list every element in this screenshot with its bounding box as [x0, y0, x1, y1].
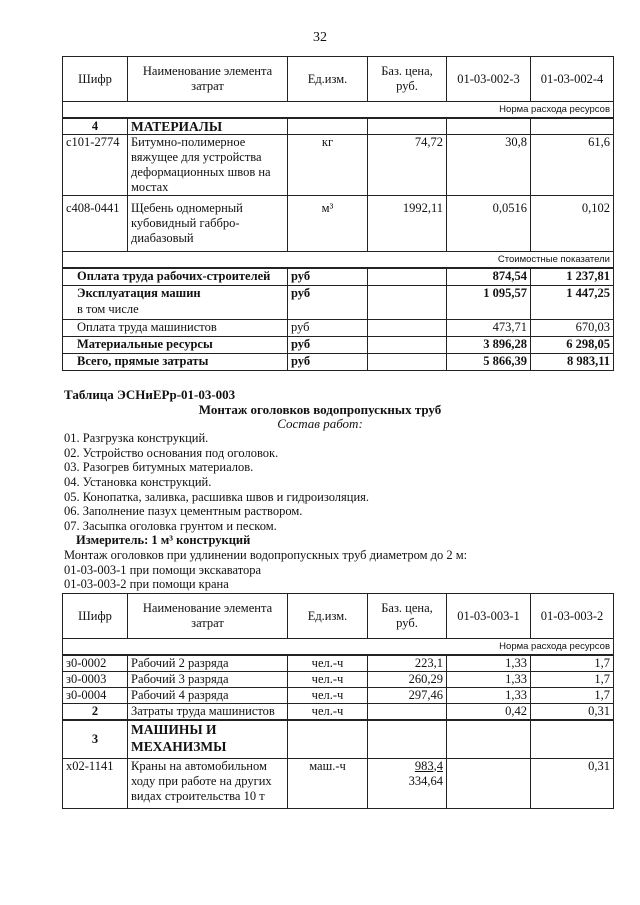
norm-caption: Норма расхода ресурсов: [63, 639, 614, 656]
row-code: с408-0441: [63, 196, 128, 252]
variant-item: 01-03-003-1 при помощи экскаватора: [64, 563, 262, 577]
row-unit: чел.-ч: [288, 655, 368, 672]
cost-value2: 6 298,05: [531, 336, 614, 353]
page-number: 32: [313, 30, 327, 45]
cost-row: [63, 285, 614, 302]
cost-unit: руб: [288, 353, 368, 370]
table-header: [63, 594, 614, 639]
resource-table-2: [62, 593, 614, 809]
row-name: Затраты труда машинистов: [128, 704, 288, 721]
row-price: 1992,11: [368, 196, 447, 252]
cost-name: в том числе: [63, 302, 288, 319]
row-value1: 0,0516: [447, 196, 531, 252]
cost-row: [63, 268, 614, 285]
table-title: Таблица ЭСНиЕРр-01-03-003: [64, 387, 236, 402]
section-number: 3: [63, 720, 128, 758]
cost-value1: 1 095,57: [447, 285, 531, 302]
row-code: з0-0004: [63, 688, 128, 704]
cost-value2: 8 983,11: [531, 353, 614, 370]
table-row: [63, 758, 614, 808]
table-row: [63, 704, 614, 721]
cost-value1: 5 866,39: [447, 353, 531, 370]
table-row: [63, 196, 614, 252]
row-unit: чел.-ч: [288, 688, 368, 704]
row-value2: 1,7: [531, 672, 614, 688]
row-value1: 1,33: [447, 688, 531, 704]
header-unit: Ед.изм.: [288, 57, 368, 102]
row-unit: чел.-ч: [288, 704, 368, 721]
header-col2: 01-03-002-4: [531, 57, 614, 102]
row-value1: 0,42: [447, 704, 531, 721]
row-code: с101-2774: [63, 135, 128, 196]
row-value2: 0,31: [531, 704, 614, 721]
row-unit: м³: [288, 196, 368, 252]
row-code: х02-1141: [63, 758, 128, 808]
cost-name: Всего, прямые затраты: [63, 353, 288, 370]
row-code: 2: [63, 704, 128, 721]
row-price: 260,29: [368, 672, 447, 688]
row-unit: кг: [288, 135, 368, 196]
step-item: 06. Заполнение пазух цементным раствором.: [64, 504, 303, 518]
row-value1: [447, 758, 531, 808]
table-row: [63, 688, 614, 704]
cost-value2: 1 447,25: [531, 285, 614, 302]
norm-caption: Норма расхода ресурсов: [63, 102, 614, 119]
header-unit: Ед.изм.: [288, 594, 368, 639]
cost-unit: руб: [288, 268, 368, 285]
cost-row: [63, 302, 614, 319]
cost-value1: 874,54: [447, 268, 531, 285]
cost-value2: 670,03: [531, 319, 614, 336]
cost-row: [63, 319, 614, 336]
header-price: Баз. цена, руб.: [368, 594, 447, 639]
table-row: [63, 672, 614, 688]
row-code: з0-0003: [63, 672, 128, 688]
row-name: Рабочий 4 разряда: [128, 688, 288, 704]
cost-unit: руб: [288, 319, 368, 336]
cost-row: [63, 353, 614, 370]
header-name: Наименование элемента затрат: [128, 57, 288, 102]
header-name: Наименование элемента затрат: [128, 594, 288, 639]
step-item: 02. Устройство основания под оголовок.: [64, 446, 279, 460]
cost-caption: Стоимостные показатели: [63, 252, 614, 269]
header-col2: 01-03-003-2: [531, 594, 614, 639]
header-price: Баз. цена, руб.: [368, 57, 447, 102]
row-code: з0-0002: [63, 655, 128, 672]
row-name: Краны на автомобильном ходу при работе на других видах строительства 10 т: [128, 758, 288, 808]
work-description: Монтаж оголовков при удлинении водопропускных труб диаметром до 2 м:: [64, 548, 468, 562]
row-price: 223,1: [368, 655, 447, 672]
row-value2: 1,7: [531, 655, 614, 672]
table-row: [63, 118, 614, 135]
section-title: МАТЕРИАЛЫ: [128, 118, 288, 135]
cost-name: Оплата труда машинистов: [63, 319, 288, 336]
step-item: 01. Разгрузка конструкций.: [64, 431, 209, 445]
step-item: 03. Разогрев битумных материалов.: [64, 460, 254, 474]
cost-unit: руб: [288, 285, 368, 302]
resource-table-1: [62, 56, 614, 371]
row-price: 74,72: [368, 135, 447, 196]
section-subheading: Состав работ:: [277, 416, 363, 431]
row-name: Рабочий 2 разряда: [128, 655, 288, 672]
cost-name: Эксплуатация машин: [63, 285, 288, 302]
row-price: 297,46: [368, 688, 447, 704]
section-title: МАШИНЫ И МЕХАНИЗМЫ: [128, 720, 288, 758]
meter-unit: Измеритель: 1 м³ конструкций: [76, 533, 251, 547]
row-unit: маш.-ч: [288, 758, 368, 808]
row-name: Битумно-полимерное вяжущее для устройства деформационных швов на мостах: [128, 135, 288, 196]
row-value1: 1,33: [447, 655, 531, 672]
header-code: Шифр: [63, 594, 128, 639]
row-name: Рабочий 3 разряда: [128, 672, 288, 688]
cost-unit: руб: [288, 336, 368, 353]
cost-value1: 3 896,28: [447, 336, 531, 353]
row-name: Щебень одномерный кубовидный габбро- диабазовый: [128, 196, 288, 252]
cost-name: Материальные ресурсы: [63, 336, 288, 353]
row-value2: 0,31: [531, 758, 614, 808]
header-code: Шифр: [63, 57, 128, 102]
header-col1: 01-03-003-1: [447, 594, 531, 639]
cost-name: Оплата труда рабочих-строителей: [63, 268, 288, 285]
table-row: [63, 135, 614, 196]
step-item: 04. Установка конструкций.: [64, 475, 212, 489]
variant-item: 01-03-003-2 при помощи крана: [64, 577, 229, 591]
step-item: 07. Засыпка оголовка грунтом и песком.: [64, 519, 277, 533]
row-value2: 61,6: [531, 135, 614, 196]
row-value1: 30,8: [447, 135, 531, 196]
table-header: [63, 57, 614, 102]
header-col1: 01-03-002-3: [447, 57, 531, 102]
row-unit: чел.-ч: [288, 672, 368, 688]
row-value2: 1,7: [531, 688, 614, 704]
step-item: 05. Конопатка, заливка, расшивка швов и гидроизоляция.: [64, 490, 370, 504]
cost-value2: 1 237,81: [531, 268, 614, 285]
section-number: 4: [63, 118, 128, 135]
section-heading: Монтаж оголовков водопропускных труб: [198, 402, 442, 417]
row-price: 983,4 334,64: [368, 758, 447, 808]
row-value1: 1,33: [447, 672, 531, 688]
cost-row: [63, 336, 614, 353]
table-row: [63, 655, 614, 672]
table-row: [63, 720, 614, 758]
row-value2: 0,102: [531, 196, 614, 252]
cost-value1: 473,71: [447, 319, 531, 336]
